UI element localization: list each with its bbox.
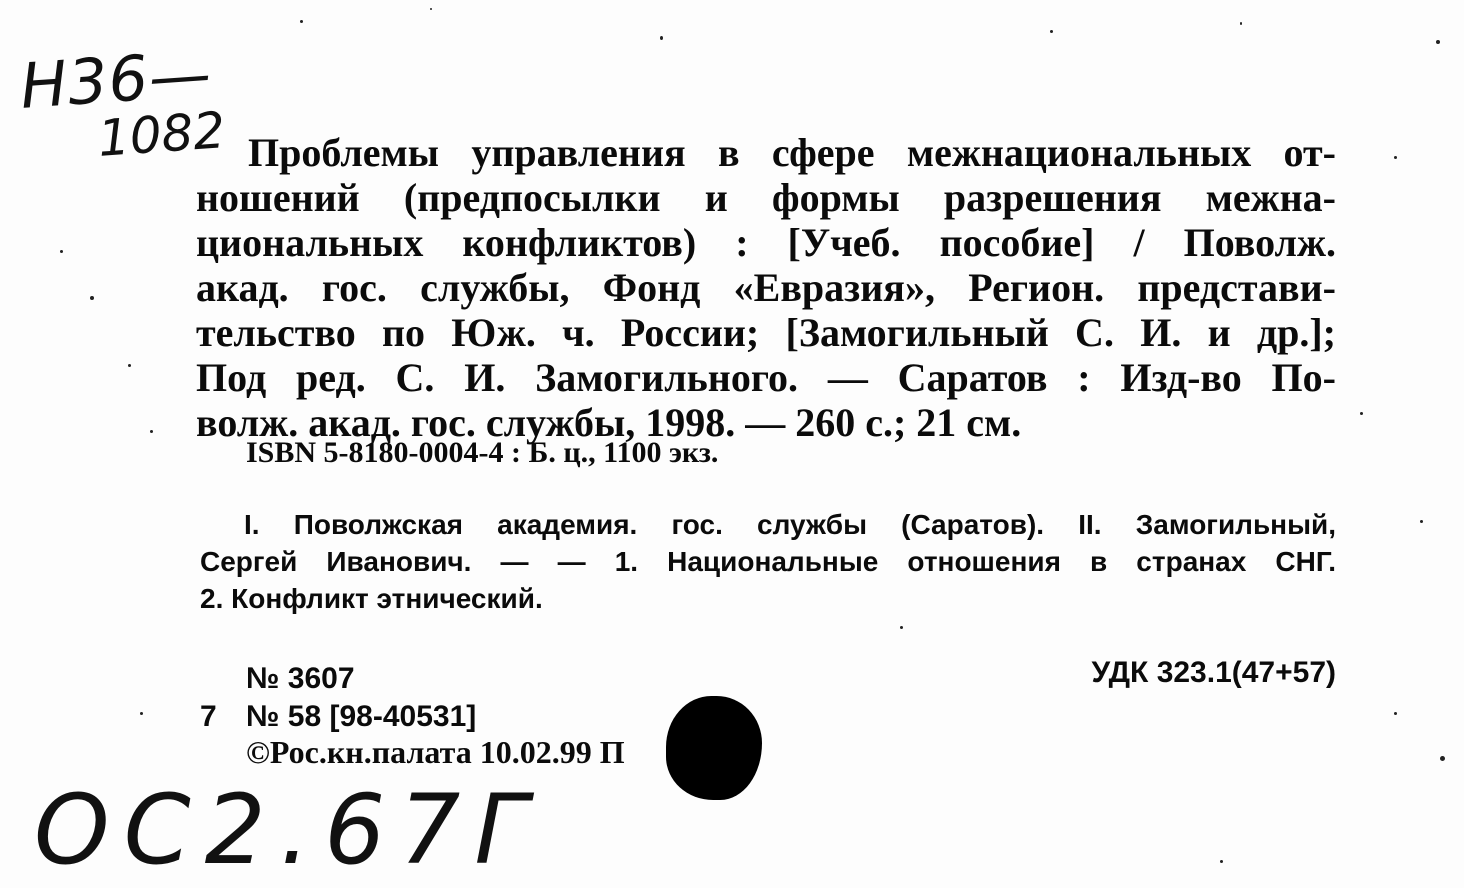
print-number: № 58 [98-40531] xyxy=(246,700,477,733)
scan-speck xyxy=(140,712,143,715)
scan-speck xyxy=(1394,156,1397,159)
scan-speck xyxy=(660,36,663,40)
print-prefix: 7 xyxy=(200,700,217,733)
entry-line: Под ред. С. И. Замогильного. — Саратов : Изд-во По- xyxy=(196,355,1336,400)
scan-speck xyxy=(430,8,432,10)
scan-speck xyxy=(90,296,94,300)
handwritten-classification-mark: ОС2.67Г xyxy=(34,774,542,886)
entry-line: волж. акад. гос. службы, 1998. — 260 с.; 21 см. xyxy=(196,400,1022,445)
scan-speck xyxy=(1240,22,1242,25)
ink-blot xyxy=(666,696,762,800)
isbn-line: ISBN 5-8180-0004-4 : Б. ц., 1100 экз. xyxy=(246,436,719,469)
bibliographic-entry xyxy=(196,130,1336,445)
scan-speck xyxy=(60,250,63,253)
udc-code: УДК 323.1(47+57) xyxy=(1091,656,1336,689)
scan-speck xyxy=(1050,30,1053,33)
entry-line: тельство по Юж. ч. России; [Замогильный С. И. и др.]; xyxy=(196,310,1336,355)
entry-line: Проблемы управления в сфере межнациональных от- xyxy=(248,130,1336,175)
entry-line: ношений (предпосылки и формы разрешения межна- xyxy=(196,175,1336,220)
scan-speck xyxy=(150,430,153,433)
entry-line: акад. гос. службы, Фонд «Евразия», Регион. представи- xyxy=(196,265,1336,310)
handwritten-shelf-mark-sub: 1082 xyxy=(96,101,227,168)
subject-tracings xyxy=(200,506,1336,617)
record-number: № 3607 xyxy=(246,662,355,695)
scan-speck xyxy=(900,626,903,629)
handwritten-shelf-mark: Н36— xyxy=(18,36,215,123)
scan-speck xyxy=(1420,520,1423,523)
scan-speck xyxy=(1220,860,1223,863)
scan-speck xyxy=(300,20,303,23)
print-number-line xyxy=(200,700,476,734)
entry-line: циональных конфликтов) : [Учеб. пособие] / Поволж. xyxy=(196,220,1336,265)
book-chamber-stamp: ©Рос.кн.палата 10.02.99 П xyxy=(246,734,625,770)
tracing-line: 2. Конфликт этнический. xyxy=(200,583,543,614)
scan-speck xyxy=(128,364,131,367)
tracing-line: Сергей Иванович. — — 1. Национальные отношения в странах СНГ. xyxy=(200,546,1336,577)
scan-speck xyxy=(1394,712,1397,715)
tracing-line: I. Поволжская академия. гос. службы (Саратов). II. Замогильный, xyxy=(244,509,1336,540)
scan-speck xyxy=(1436,40,1440,44)
scan-speck xyxy=(1440,756,1445,761)
scan-speck xyxy=(1360,412,1363,415)
